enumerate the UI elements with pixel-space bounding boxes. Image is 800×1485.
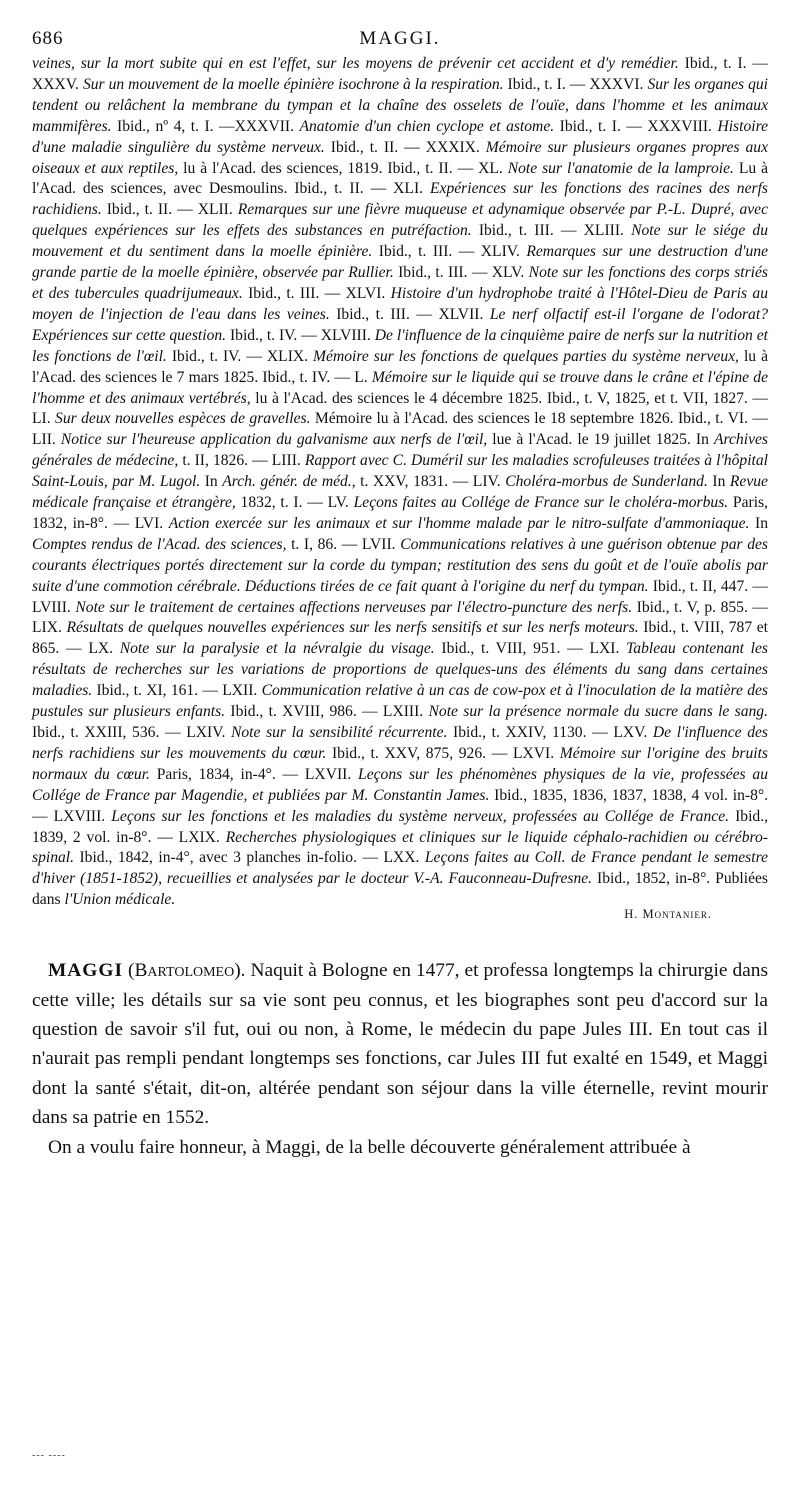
bibliography-title: Action exercée sur les animaux et sur l'homme malade par le nitro-sulfate d'ammoniaque. — [168, 514, 750, 532]
author-signature: H. Montanier. — [624, 907, 712, 922]
bibliography-reference: 1832, t. I. — LV. — [235, 494, 354, 512]
bibliography-title: Choléra-morbus de Sunderland. — [505, 473, 708, 491]
bibliography-title: Note sur la paralysie et la névralgie du visage. — [119, 640, 435, 658]
bibliography-title: Remarques sur une fièvre muqueuse et adynamique observée par P.-L. Dupré, avec quelques expériences sur les effets des substances en putréfaction. — [32, 201, 768, 240]
bibliography-title: Mémoire sur le liquide qui se trouve dans le crâne et l'épine de l'homme et des animaux vertébrés, — [32, 368, 768, 407]
bibliography-title: Arch. génér. de méd., — [222, 473, 356, 491]
bibliography-title: Mémoire sur plusieurs organes propres aux oiseaux et aux reptiles, — [32, 138, 768, 177]
bibliography-title: Remarques sur une destruction d'une grande partie de la moelle épinière, observée par Rullier. — [32, 243, 768, 282]
bibliography-title: Le nerf olfactif est-il l'organe de l'odorat? Expériences sur cette question. — [32, 305, 768, 344]
bibliography-reference: Ibid., t. I. — XXXVIII. — [554, 117, 718, 135]
bibliography-title: Histoire d'une maladie singulière du système nerveux. — [32, 117, 768, 156]
bibliography-reference: Ibid., t. XI, 161. — LXII. — [92, 682, 262, 700]
bibliography-title: Mémoire sur l'origine des bruits normaux du cœur. — [32, 744, 768, 783]
bibliography-title: Recherches physiologiques et cliniques sur le liquide céphalo-rachidien ou cérébro-spinal. — [32, 828, 768, 867]
page-number: 686 — [32, 28, 64, 49]
bibliography-reference: Ibid., t. II, 447. — LVIII. — [32, 577, 768, 616]
bibliography-reference: t. II, 1826. — LIII. — [178, 452, 305, 470]
page-header — [32, 22, 768, 54]
bibliography-title: Leçons faites au Coll. de France pendant le semestre d'hiver (1851-1852), recueillies et analysées par le docteur V.-A. Fauconneau-Dufresne. — [32, 849, 768, 888]
bibliography-reference: lu à l'Acad. des sciences le 4 décembre 1825. Ibid., t. V, 1825, et t. VII, 1827. — LI. — [32, 389, 768, 428]
bibliography-title: Note sur la présence normale du sucre dans le sang. — [428, 703, 769, 721]
bibliography-reference: Ibid., t. XXV, 875, 926. — LXVI. — [326, 744, 560, 762]
bibliography-reference: Ibid., t. VIII, 787 et 865. — LX. — [32, 619, 768, 658]
bibliography-title: veines, sur la mort subite qui en est l'effet, sur les moyens de prévenir cet accident et d'y remédier. — [32, 55, 679, 72]
bibliography-reference: t. I, 86. — LVII. — [286, 535, 401, 553]
bibliography-reference: Ibid., t. I. — XXXV. — [32, 55, 768, 93]
bibliography-reference: Ibid., t. III. — XLVI. — [242, 284, 391, 302]
bibliography-reference: Ibid., t. II. — XXXIX. — [324, 138, 486, 156]
bibliography-title: Note sur les fonctions des corps striés et des tubercules quadrijumeaux. — [32, 264, 768, 302]
bibliography-title: Leçons sur les phénomènes physiques de la vie, professées au Collége de France par Magendie, et publiées par M. Constantin James. — [32, 765, 769, 804]
bibliography-reference: Ibid., t. V, p. 855. — LIX. — [32, 598, 769, 637]
bibliography-reference: lu à l'Acad. des sciences, 1819. Ibid., t. II. — XL. — [178, 159, 508, 177]
bibliography-title: Histoire d'un hydrophobe traité à l'Hôtel-Dieu de Paris au moyen de l'injection de l'eau dans les veines. — [32, 284, 768, 323]
bibliography-reference: Ibid., t. VIII, 951. — LXI. — [434, 640, 627, 658]
bibliography-reference: Ibid., 1852, in-8°. Publiées dans — [32, 870, 768, 909]
bibliography-reference: Ibid., t. I. — XXXVI. — [503, 75, 648, 93]
bibliography-reference: Paris, 1832, in-8°. — LVI. — [32, 494, 768, 532]
article-entry — [32, 956, 768, 1162]
page — [32, 22, 768, 1162]
bibliography-title: Anatomie d'un chien cyclope et astome. — [299, 117, 555, 135]
bibliography-title: Sur un mouvement de la moelle épinière isochrone à la respiration. — [82, 75, 504, 93]
bibliography-reference: Ibid., t. III. — XLV. — [393, 264, 529, 282]
bibliography-reference: Ibid., t. XVIII, 986. — LXIII. — [225, 703, 429, 721]
bibliography-reference: In — [200, 473, 223, 491]
bibliography-reference: Lu à l'Acad. des sciences, avec Desmoulins. Ibid., t. II. — XLI. — [32, 159, 768, 198]
bibliography-reference: Mémoire lu à l'Acad. des sciences le 18 septembre 1826. Ibid., t. VI. — LII. — [32, 410, 768, 449]
bibliography-title: Mémoire sur les fonctions de quelques parties du système nerveux, — [313, 347, 739, 365]
bibliography-title: Note sur le traitement de certaines affections nerveuses par l'électro-puncture des nerfs. — [75, 598, 633, 616]
bibliography-title: Note sur la sensibilité récurrente. — [230, 724, 448, 741]
bibliography-reference: Ibid., 1839, 2 vol. in-8°. — LXIX. — [32, 807, 769, 846]
running-head: MAGGI. — [359, 28, 441, 49]
bibliography-reference: Ibid., 1835, 1836, 1837, 1838, 4 vol. in-8°. — LXVIII. — [32, 786, 768, 825]
bibliography-title: Notice sur l'heureuse application du galvanisme aux nerfs de l'œil, — [60, 431, 488, 449]
bibliography-title: Résultats de quelques nouvelles expériences sur les nerfs sensitifs et sur les nerfs moteurs. — [66, 619, 639, 637]
bibliography-list — [32, 54, 768, 911]
bibliography-title: Communications relatives à une guérison obtenue par des courants électriques portés directement sur la corde du tympan; restitution des sens du goût et de l'ouïe abolis par suite d'une commotion cérébrale. Déductions tirées de ce fait quant à l'origine du nerf du tympan. — [32, 535, 768, 595]
bibliography-reference: Ibid., t. III. — XLVII. — [329, 305, 490, 323]
footer-mark: --- ---- — [32, 1450, 66, 1461]
bibliography-reference: t. XXV, 1831. — LIV. — [355, 473, 506, 491]
bibliography-reference: Ibid., 1842, in-4°, avec 3 planches in-folio. — LXX. — [74, 849, 425, 867]
article-paragraph — [32, 956, 768, 1132]
bibliography-title: Note sur l'anatomie de la lamproie. — [507, 159, 734, 177]
bibliography-title: Comptes rendus de l'Acad. des sciences, — [32, 535, 287, 553]
entry-headword: MAGGI — [48, 960, 124, 982]
bibliography-reference: lu à l'Acad. des sciences le 7 mars 1825. Ibid., t. IV. — L. — [32, 347, 768, 386]
article-paragraph-text: On a voulu faire honneur, à Maggi, de la belle découverte généralement attribuée à — [48, 1136, 691, 1158]
bibliography-title: Note sur le siége du mouvement et du sentiment dans la moelle épinière. — [32, 222, 768, 261]
bibliography-reference: Ibid., t. III. — XLIII. — [471, 222, 632, 240]
bibliography-reference: Ibid., t. III. — XLIV. — [372, 243, 527, 261]
bibliography-title: Sur deux nouvelles espèces de gravelles. — [55, 410, 311, 428]
bibliography-reference: In — [749, 514, 768, 532]
article-paragraph-text: Naquit à Bologne en 1477, et professa longtemps la chirurgie dans cette ville; les détails sur sa vie sont peu connus, et les biographes sont peu d'accord sur la question de savoir s'il fut, oui ou non, à Rome, le médecin du pape Jules III. En tout cas il n'aurait pas rempli pendant longtemps ses fonctions, car Jules III fut exalté en 1549, et Maggi dont la santé s'était, dit-on, altérée pendant son séjour dans la ville éternelle, revint mourir dans sa patrie en 1552. — [32, 960, 768, 1129]
bibliography-reference: In — [707, 473, 730, 491]
bibliography-title: Tableau contenant les résultats de recherches sur les variations de proportions de quelques-uns des éléments du sang dans certaines maladies. — [32, 640, 768, 700]
bibliography-reference: Ibid., t. II. — XLII. — [101, 201, 238, 219]
bibliography-title: Revue médicale française et étrangère, — [32, 473, 768, 512]
bibliography-title: De l'influence de la cinquième paire de nerfs sur la nutrition et les fonctions de l'œil. — [32, 326, 768, 365]
bibliography-title: Rapport avec C. Duméril sur les maladies scrofuleuses traitées à l'hôpital Saint-Louis, par M. Lugol. — [32, 452, 768, 491]
bibliography-reference: Paris, 1834, in-4°. — LXVII. — [149, 765, 359, 783]
bibliography-title: Sur les organes qui tendent ou relâchent la membrane du tympan et la chaîne des osselets de l'ouïe, dans l'homme et les animaux mammifères. — [32, 75, 769, 135]
bibliography-title: l'Union médicale. — [64, 891, 176, 909]
bibliography-reference: Ibid., nº 4, t. I. —XXXVII. — [111, 117, 300, 135]
bibliography-reference: Ibid., t. XXIV, 1130. — LXV. — [447, 724, 653, 741]
bibliography-title: Archives générales de médecine, — [32, 431, 768, 470]
bibliography-title: Leçons faites au Collége de France sur le choléra-morbus. — [353, 494, 729, 512]
bibliography-title: Leçons sur les fonctions et les maladies du système nerveux, professées au Collége de France. — [111, 807, 730, 825]
bibliography-title: De l'influence des nerfs rachidiens sur les mouvements du cœur. — [32, 724, 768, 762]
bibliography-title: Expériences sur les fonctions des racines des nerfs rachidiens. — [32, 180, 768, 219]
bibliography-reference: Ibid., t. IV. — XLVIII. — [226, 326, 375, 344]
bibliography-reference: Ibid., t. XXIII, 536. — LXIV. — [32, 724, 231, 741]
bibliography-reference: lue à l'Acad. le 19 juillet 1825. In — [487, 431, 714, 449]
bibliography-reference: Ibid., t. IV. — XLIX. — [166, 347, 314, 365]
bibliography-title: Communication relative à un cas de cow-pox et à l'inoculation de la matière des pustules sur plusieurs enfants. — [32, 682, 768, 721]
article-paragraph — [32, 1133, 768, 1162]
entry-headword-name: (Bartolomeo). — [128, 960, 246, 982]
